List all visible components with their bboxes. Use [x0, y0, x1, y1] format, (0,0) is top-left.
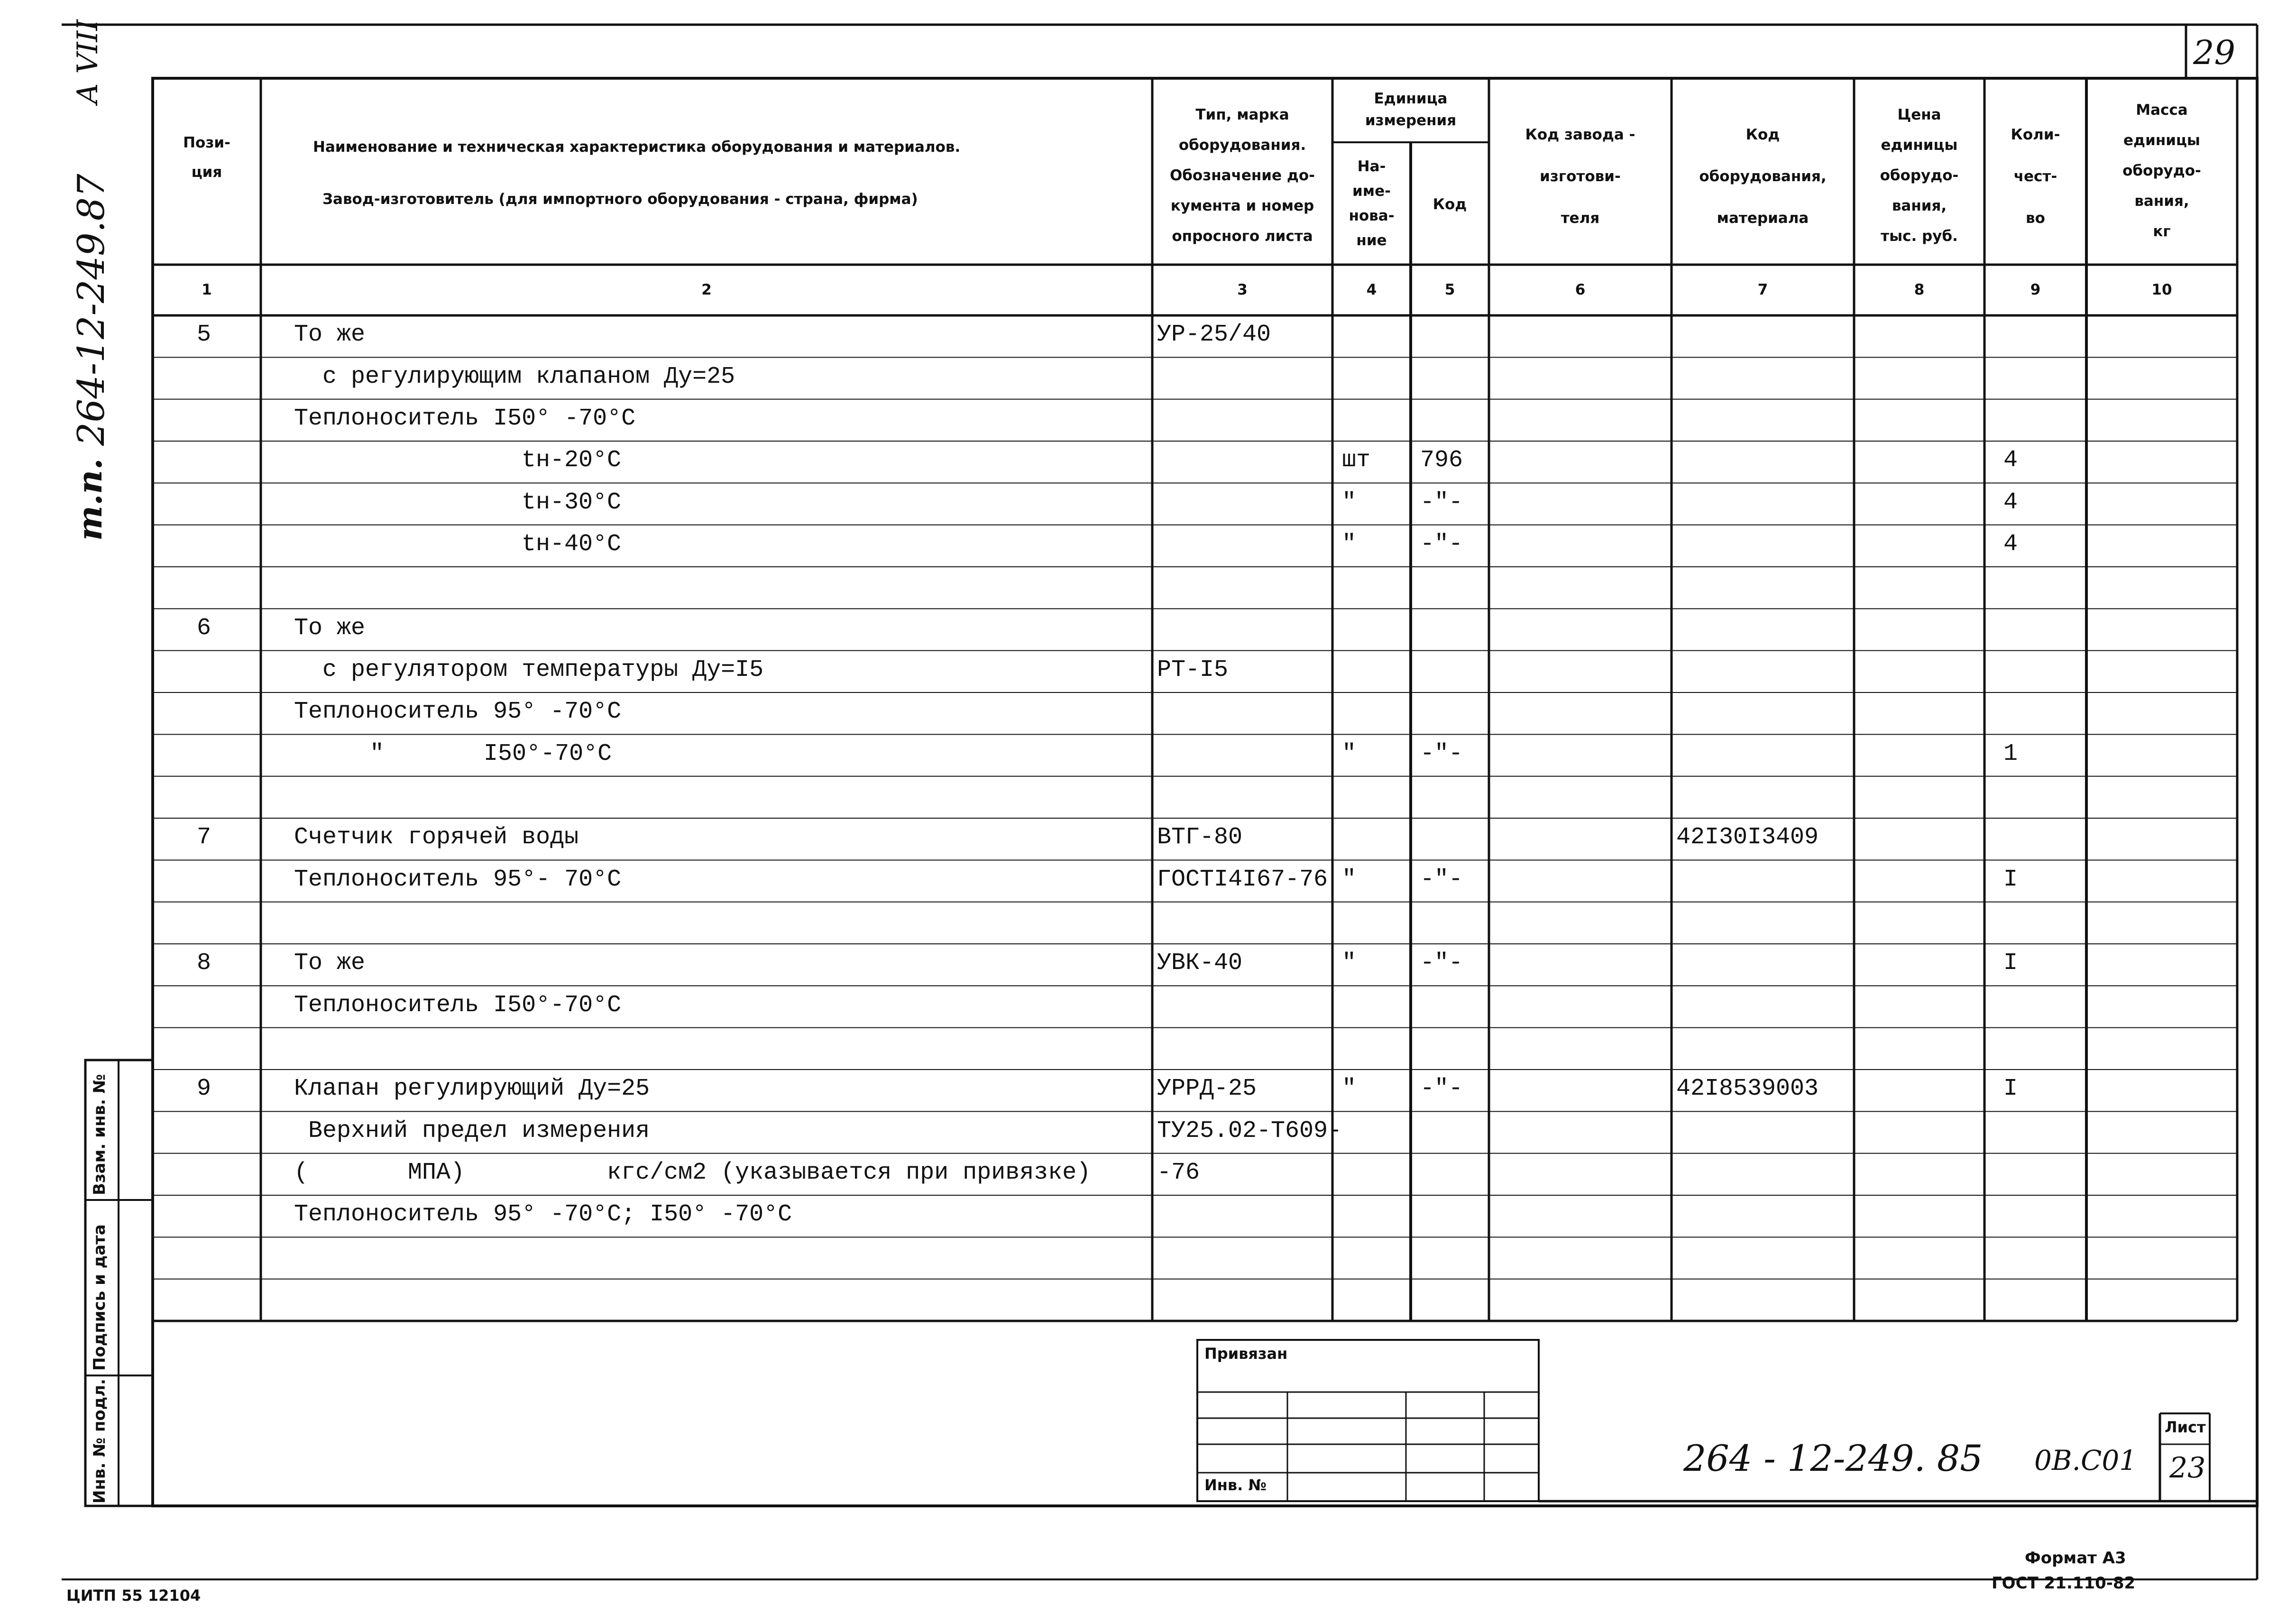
format-label: Формат А3 [2025, 1549, 2126, 1568]
cell-mat: 42I30I3409 [1676, 824, 1819, 851]
header-col10 [2086, 95, 2237, 247]
cell-qty: 4 [2003, 530, 2018, 558]
header-col3-l4: кумента и номер [1170, 197, 1314, 214]
header-col6-l3: теля [1561, 210, 1600, 227]
header-col4 [1332, 154, 1411, 253]
cell-name: tн-40°С [522, 530, 622, 558]
cell-code: -"- [1420, 1075, 1463, 1103]
header-col2-line1: Наименование и техническая характеристика оборудования и материалов. [313, 138, 961, 156]
cell-type: ТУ25.02-Т609- [1157, 1117, 1342, 1144]
header-col10-l4: вания, [2134, 193, 2189, 210]
cell-name: То же [294, 950, 366, 977]
header-col3-l3: Обозначение до- [1169, 167, 1315, 184]
header-col5: Код [1433, 196, 1467, 213]
side-inv-label: Инв. № подл. [90, 1378, 109, 1504]
cell-unit: " [1342, 530, 1357, 558]
header-unit-l2: измерения [1365, 112, 1457, 129]
header-unit-l1: Единица [1374, 90, 1448, 107]
header-col4-l1: На- [1357, 158, 1386, 175]
header-col9-l2: чест- [2013, 168, 2057, 185]
cell-pos: 9 [196, 1075, 211, 1103]
header-col3-l2: оборудования. [1178, 137, 1306, 154]
cell-name: Теплоноситель 95°- 70°С [294, 866, 622, 893]
cell-name: Теплоноситель I50°-70°С [294, 991, 622, 1019]
cell-qty: 4 [2003, 447, 2018, 474]
cell-mat: 42I8539003 [1676, 1075, 1819, 1103]
column-number-9: 9 [2030, 281, 2041, 298]
header-col6-l2: изготови- [1540, 168, 1621, 185]
cell-type: УРРД-25 [1157, 1075, 1257, 1103]
sheet-number-top: 29 [2193, 33, 2236, 72]
cell-code: -"- [1420, 740, 1463, 767]
cell-name: с регулирующим клапаном Ду=25 [294, 363, 735, 390]
cell-unit: " [1342, 489, 1357, 516]
column-number-4: 4 [1366, 281, 1377, 298]
header-col6-l1: Код завода - [1525, 126, 1635, 143]
document-suffix: 0В.С01 [2034, 1444, 2137, 1476]
header-col4-l3: нова- [1349, 207, 1395, 224]
header-col8-l3: оборудо- [1880, 167, 1959, 184]
cell-pos: 5 [196, 321, 211, 349]
cell-name: tн-30°С [522, 489, 622, 516]
cell-type: ВТГ-80 [1157, 824, 1243, 851]
header-unit-group [1332, 88, 1489, 131]
header-col7-l2: оборудования, [1699, 168, 1827, 185]
header-col10-l5: кг [2153, 223, 2171, 240]
column-number-7: 7 [1757, 281, 1768, 298]
cell-name: Клапан регулирующий Ду=25 [294, 1075, 650, 1103]
cell-code: 796 [1420, 447, 1463, 474]
cell-qty: 1 [2003, 740, 2018, 767]
cell-name: " I50°-70°С [370, 740, 612, 767]
header-col7-l3: материала [1717, 210, 1809, 227]
side-podpis-label: Подпись и дата [90, 1224, 109, 1371]
column-number-10: 10 [2151, 281, 2172, 298]
cell-qty: I [2003, 950, 2018, 977]
cell-pos: 8 [196, 950, 211, 977]
header-col1-line2: ция [191, 164, 222, 181]
cell-type: РТ-I5 [1157, 656, 1229, 683]
cell-unit: шт [1342, 447, 1371, 474]
cell-unit: " [1342, 740, 1357, 767]
header-col8-l1: Цена [1897, 106, 1941, 123]
stamp-album: А VIII [71, 19, 104, 104]
cell-name: Теплоноситель 95° -70°С; I50° -70°С [294, 1201, 792, 1228]
column-number-5: 5 [1444, 281, 1455, 298]
column-number-2: 2 [701, 281, 712, 298]
header-col8-l4: вания, [1892, 197, 1947, 214]
header-col4-l2: име- [1352, 183, 1391, 200]
header-col8 [1854, 100, 1984, 251]
cell-name: Теплоноситель I50° -70°С [294, 405, 636, 432]
cell-name: То же [294, 321, 366, 349]
cell-name: tн-20°С [522, 447, 622, 474]
header-col7 [1671, 114, 1854, 239]
document-code: 264 - 12-249. 85 [1683, 1437, 1983, 1479]
side-vzam-label: Взам. инв. № [90, 1074, 109, 1195]
gost-label: ГОСТ 21.110-82 [1992, 1574, 2136, 1593]
cinp-label: ЦИТП 55 12104 [66, 1587, 201, 1605]
cell-qty: I [2003, 866, 2018, 893]
privyazan-inv-label: Инв. № [1204, 1476, 1267, 1494]
cell-unit: " [1342, 1075, 1357, 1103]
header-col3-l5: опросного листа [1172, 228, 1313, 245]
cell-name: с регулятором температуры Ду=I5 [294, 656, 764, 683]
header-col1 [153, 128, 261, 187]
header-col10-l3: оборудо- [2122, 162, 2201, 179]
cell-code: -"- [1420, 530, 1463, 558]
header-col4-l4: ние [1356, 232, 1387, 249]
cell-type: УВК-40 [1157, 950, 1243, 977]
stamp-left-prefix: т.п. [70, 458, 110, 541]
header-col10-l2: единицы [2123, 132, 2200, 149]
cell-unit: " [1342, 866, 1357, 893]
cell-type: -76 [1157, 1159, 1200, 1186]
column-number-1: 1 [202, 281, 212, 298]
cell-qty: I [2003, 1075, 2018, 1103]
cell-type: ГОСТI4I67-76 [1157, 866, 1328, 893]
cell-code: -"- [1420, 489, 1463, 516]
header-col9-l3: во [2026, 210, 2045, 227]
header-col6 [1489, 114, 1671, 239]
list-label: Лист [2165, 1418, 2206, 1436]
header-col7-l1: Код [1745, 126, 1780, 143]
stamp-left-code: 264-12-249.87 [70, 174, 113, 446]
list-number: 23 [2169, 1451, 2206, 1485]
header-col8-l5: тыс. руб. [1881, 228, 1958, 245]
cell-pos: 7 [196, 824, 211, 851]
column-number-3: 3 [1237, 281, 1248, 298]
header-col9 [1984, 114, 2086, 239]
cell-type: УР-25/40 [1157, 321, 1271, 349]
cell-qty: 4 [2003, 489, 2018, 516]
header-col3-l1: Тип, марка [1195, 106, 1289, 123]
column-number-6: 6 [1575, 281, 1586, 298]
cell-code: -"- [1420, 866, 1463, 893]
header-col3 [1152, 100, 1332, 251]
header-col10-l1: Масса [2136, 102, 2188, 119]
cell-name: ( МПА) кгс/см2 (указывается при привязке) [294, 1159, 1091, 1186]
header-col1-line1: Пози- [183, 134, 230, 151]
header-col2 [261, 121, 1152, 225]
cell-name: Теплоноситель 95° -70°С [294, 698, 622, 726]
header-col2-line2: Завод-изготовитель (для импортного оборудования - страна, фирма) [322, 191, 918, 208]
cell-code: -"- [1420, 950, 1463, 977]
cell-name: Верхний предел измерения [294, 1117, 650, 1144]
privyazan-label: Привязан [1204, 1345, 1288, 1363]
cell-name: То же [294, 614, 366, 642]
column-number-8: 8 [1914, 281, 1925, 298]
cell-name: Счетчик горячей воды [294, 824, 579, 851]
cell-unit: " [1342, 950, 1357, 977]
cell-pos: 6 [196, 614, 211, 642]
header-col9-l1: Коли- [2011, 126, 2060, 143]
header-col8-l2: единицы [1881, 137, 1958, 154]
